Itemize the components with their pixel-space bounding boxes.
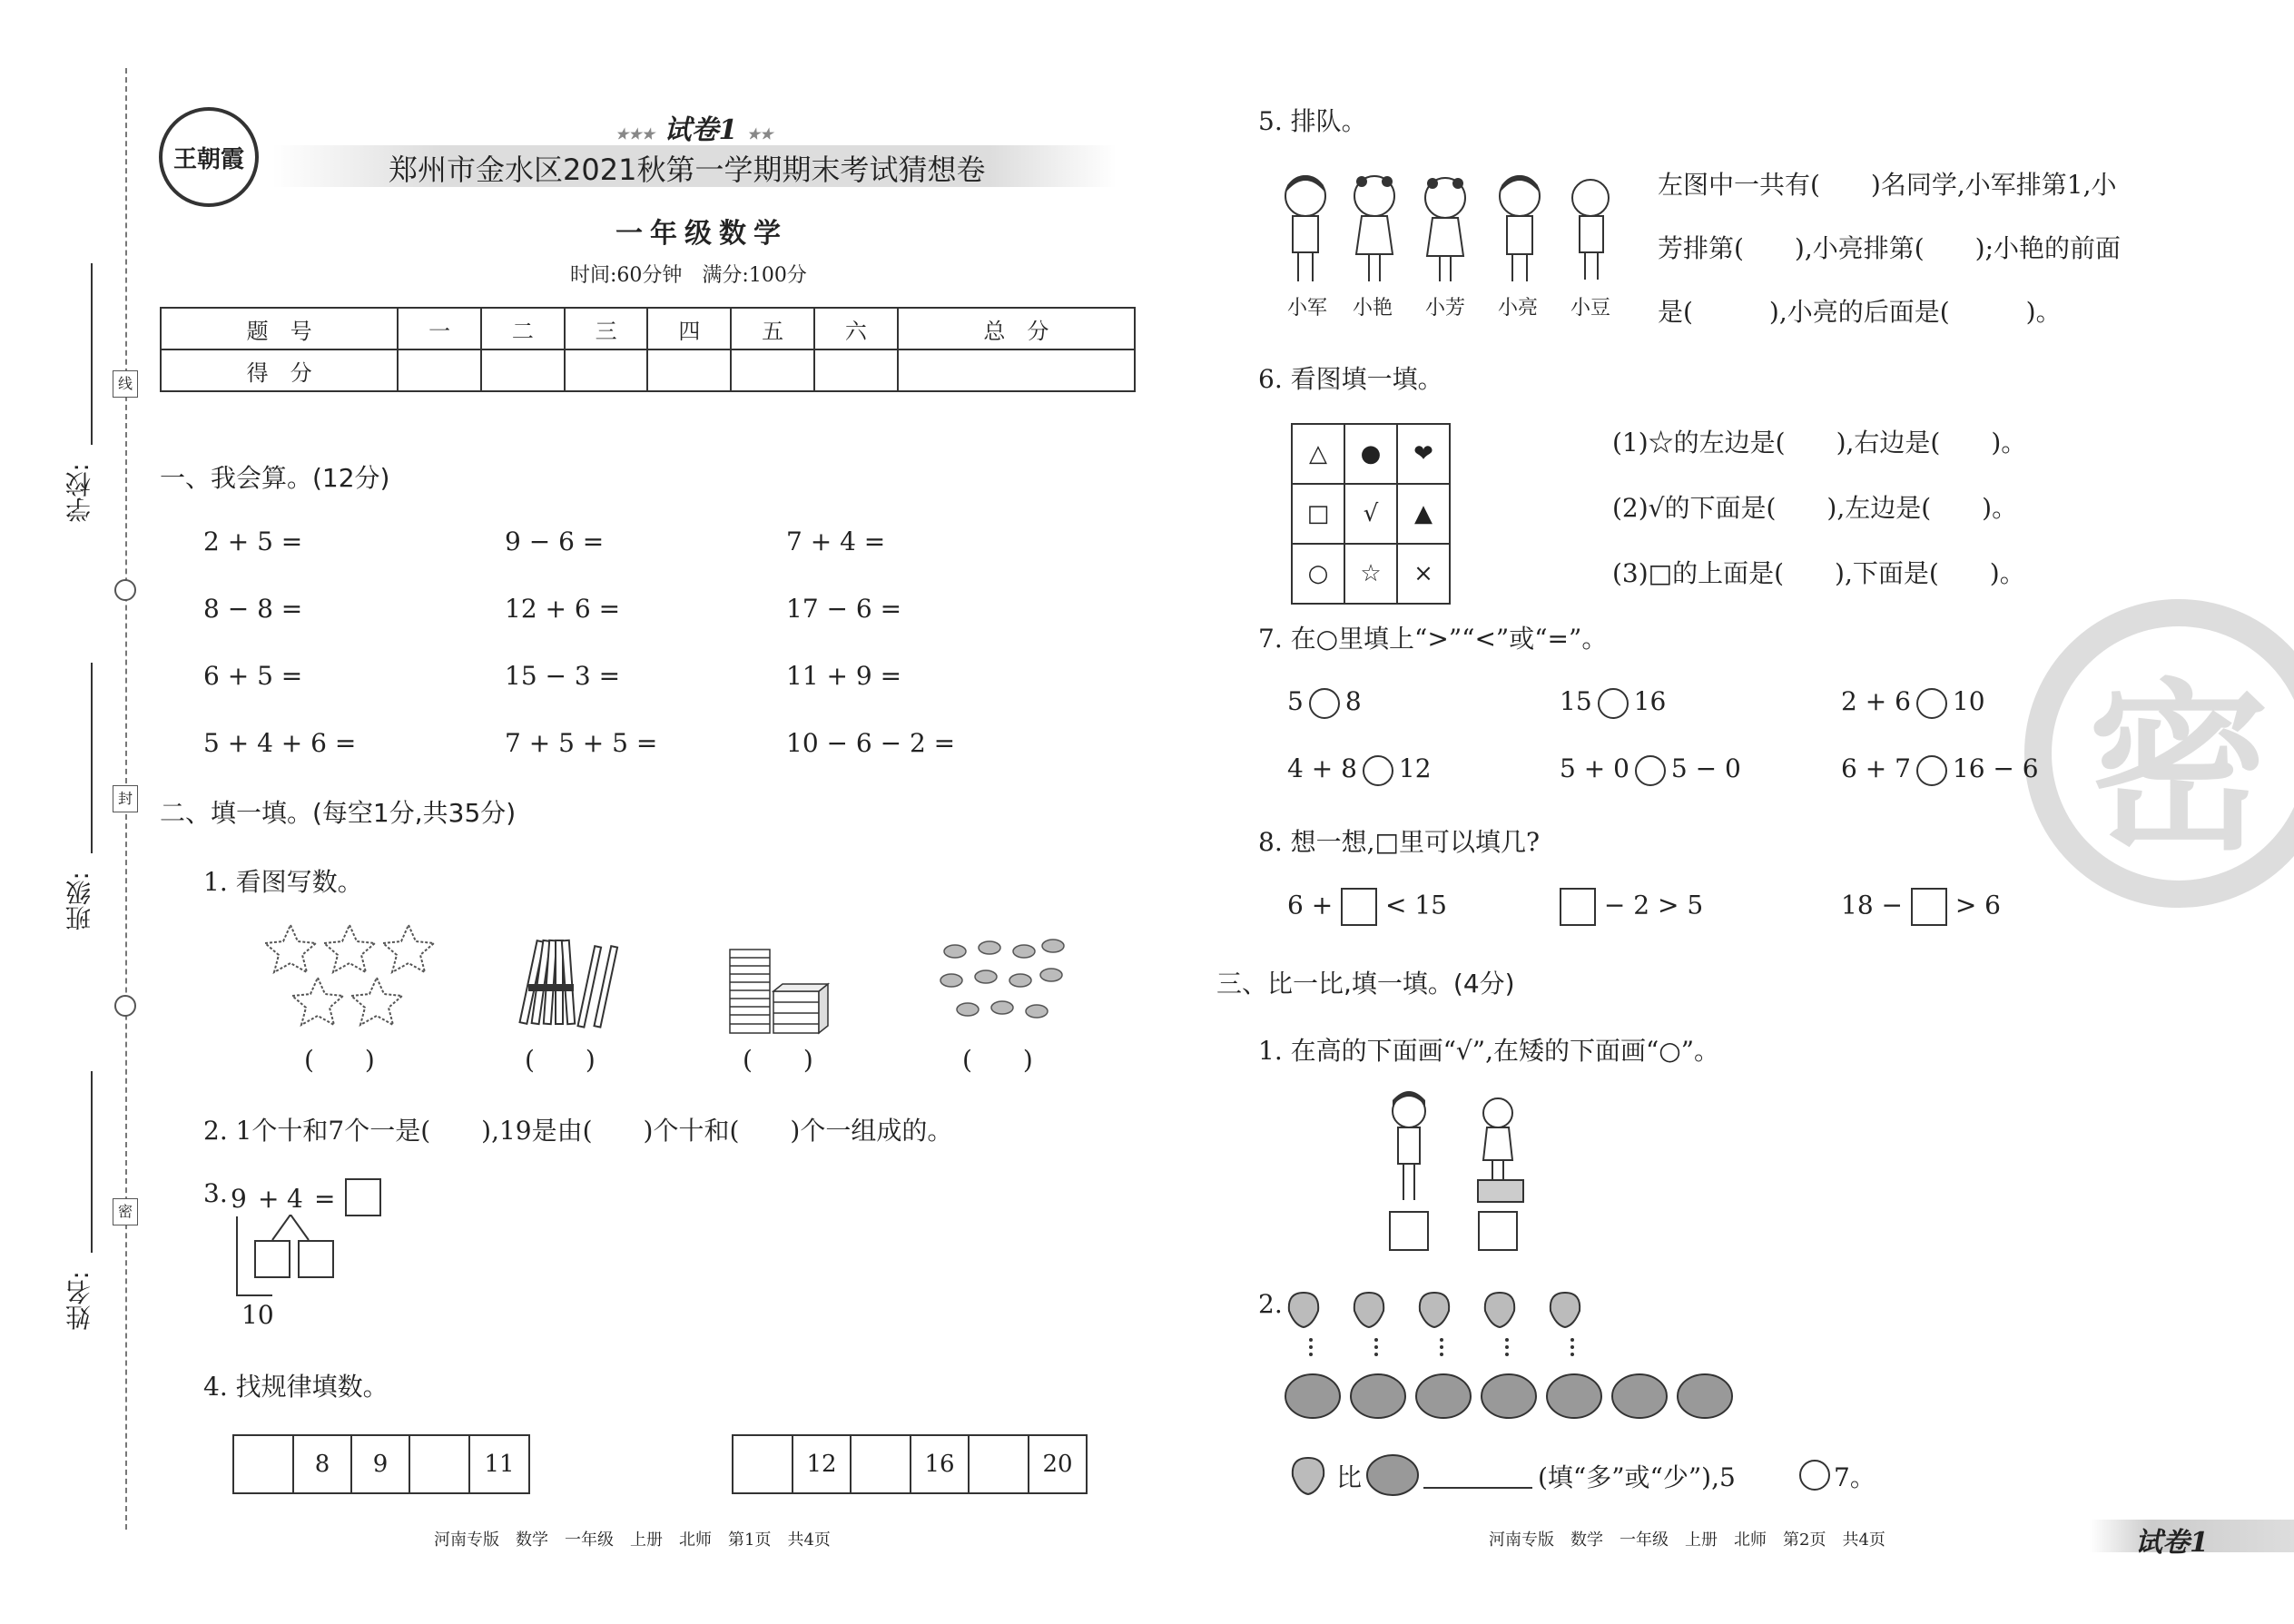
- score-header-cell: 二: [481, 308, 565, 349]
- seq-cell: 12: [793, 1435, 851, 1493]
- calc-item: 17 − 6 =: [786, 594, 902, 624]
- fill-item: 6 + < 15: [1287, 888, 1447, 926]
- expr-op: +: [258, 1184, 280, 1214]
- series-tag: ★★★ 试卷1 ★★: [615, 114, 773, 146]
- binding-mark-line: 线: [113, 370, 138, 398]
- seq-cell[interactable]: [233, 1435, 293, 1493]
- compare-circle[interactable]: [1799, 1460, 1830, 1491]
- compare-circle[interactable]: [1309, 688, 1340, 719]
- logo-badge: [159, 107, 259, 207]
- stars-picture-icon: [263, 921, 445, 1035]
- watermark-seal: [2024, 599, 2294, 908]
- school-label: 学校:: [64, 463, 94, 523]
- footer-right: 河南专版 数学 一年级 上册 北师 第2页 共4页: [1489, 1530, 1885, 1550]
- calc-item: 7 + 5 + 5 =: [505, 728, 658, 758]
- calc-item: 11 + 9 =: [786, 661, 902, 691]
- question-text: 芳排第( ),小亮排第( );小艳的前面: [1658, 233, 2122, 263]
- grid-cell: △: [1292, 424, 1344, 484]
- compare-circle[interactable]: [1916, 755, 1947, 786]
- calc-item: 10 − 6 − 2 =: [786, 728, 956, 758]
- answer-blank[interactable]: ( ): [743, 1045, 813, 1075]
- seq-cell[interactable]: [969, 1435, 1029, 1493]
- calc-item: 6 + 5 =: [203, 661, 303, 691]
- section3-title: 三、比一比,填一填。(4分): [1216, 969, 1515, 999]
- answer-box[interactable]: [1341, 888, 1377, 926]
- expr-term: 4: [287, 1184, 303, 1214]
- calc-item: 2 + 5 =: [203, 527, 303, 556]
- decompose-line: [236, 1216, 238, 1294]
- watermelons-icon: [1284, 1369, 1738, 1423]
- section2-title: 二、填一填。(每空1分,共35分): [160, 798, 517, 828]
- grid-cell: ×: [1397, 544, 1450, 604]
- sequence-table-2: [732, 1434, 1088, 1494]
- sticks-picture-icon: [508, 933, 626, 1033]
- score-input-cell[interactable]: [647, 349, 731, 391]
- question-text: (3)□的上面是( ),下面是( )。: [1612, 558, 2025, 588]
- score-table: [160, 307, 1136, 392]
- answer-box[interactable]: [1911, 888, 1947, 926]
- child-name: 小艳: [1353, 297, 1393, 320]
- blocks-picture-icon: [726, 944, 835, 1035]
- answer-blank[interactable]: ( ): [525, 1045, 596, 1075]
- watermelon-icon: [1365, 1452, 1420, 1498]
- score-input-cell[interactable]: [481, 349, 565, 391]
- grid-cell: √: [1344, 484, 1397, 544]
- question-text: 2. 1个十和7个一是( ),19是由( )个十和( )个一组成的。: [203, 1116, 953, 1146]
- binding-hole-icon: [114, 995, 136, 1017]
- calc-item: 9 − 6 =: [505, 527, 605, 556]
- seq-cell[interactable]: [409, 1435, 469, 1493]
- compare-item: 5 + 0 5 − 0: [1560, 753, 1741, 786]
- children-lineup-icon: [1280, 172, 1625, 290]
- child-name: 小军: [1287, 297, 1328, 320]
- compare-circle[interactable]: [1916, 688, 1947, 719]
- child-name: 小豆: [1570, 297, 1611, 320]
- section1-title: 一、我会算。(12分): [160, 463, 390, 493]
- question-text: 4. 找规律填数。: [203, 1372, 389, 1402]
- score-input-cell[interactable]: [731, 349, 814, 391]
- star-icon: ★★: [746, 125, 773, 143]
- seq-cell: 11: [469, 1435, 529, 1493]
- seq-cell: 20: [1029, 1435, 1087, 1493]
- score-header-cell: 五: [731, 308, 814, 349]
- compare-circle[interactable]: [1363, 755, 1393, 786]
- question-text: 1. 看图写数。: [203, 867, 363, 897]
- question-text: (1)☆的左边是( ),右边是( )。: [1612, 428, 2027, 458]
- sequence-table-1: [232, 1434, 530, 1494]
- question-text: 6. 看图填一填。: [1258, 364, 1443, 394]
- question-text: 1. 在高的下面画“√”,在矮的下面画“○”。: [1258, 1036, 1720, 1066]
- question-text: 7。: [1834, 1462, 1876, 1492]
- strawberries-icon: [1287, 1284, 1614, 1365]
- score-header-cell: 题 号: [161, 308, 398, 349]
- grid-cell: ●: [1344, 424, 1397, 484]
- compare-circle[interactable]: [1598, 688, 1629, 719]
- calc-item: 8 − 8 =: [203, 594, 303, 624]
- seq-cell: 8: [293, 1435, 351, 1493]
- answer-box[interactable]: [345, 1178, 381, 1216]
- binding-hole-icon: [114, 579, 136, 601]
- name-underline: [91, 1071, 93, 1253]
- question-text: 5. 排队。: [1258, 106, 1367, 136]
- score-header-cell: 四: [647, 308, 731, 349]
- seq-cell[interactable]: [733, 1435, 793, 1493]
- grid-cell: ○: [1292, 544, 1344, 604]
- time-info: 时间:60分钟 满分:100分: [570, 264, 807, 287]
- compare-item: 15 16: [1560, 686, 1666, 719]
- child-name: 小亮: [1498, 297, 1539, 320]
- question-text: 7. 在○里填上“>”“<”或“=”。: [1258, 624, 1608, 654]
- question-number: 3.: [203, 1178, 228, 1208]
- question-text: 8. 想一想,□里可以填几?: [1258, 827, 1540, 857]
- compare-item: 4 + 8 12: [1287, 753, 1432, 786]
- answer-blank[interactable]: ( ): [962, 1045, 1033, 1075]
- subject-title: 一年级数学: [615, 218, 788, 250]
- calc-item: 15 − 3 =: [505, 661, 621, 691]
- question-text: 是( ),小亮的后面是( )。: [1658, 297, 2062, 327]
- expr-term: 9: [231, 1184, 247, 1214]
- question-text: (填“多”或“少”),5: [1538, 1462, 1736, 1492]
- page-title: 郑州市金水区2021秋第一学期期末考试猜想卷: [389, 153, 986, 187]
- expr-op: =: [314, 1184, 336, 1214]
- shape-grid: [1291, 423, 1451, 605]
- binding-mark-secret: 密: [113, 1198, 138, 1225]
- answer-box[interactable]: [1478, 1211, 1518, 1251]
- compare-word: 比: [1336, 1462, 1363, 1492]
- compare-circle[interactable]: [1635, 755, 1666, 786]
- score-input-cell[interactable]: [398, 349, 481, 391]
- grid-cell: ☆: [1344, 544, 1397, 604]
- height-compare-icon: [1371, 1091, 1534, 1209]
- answer-box[interactable]: [1389, 1211, 1429, 1251]
- calc-item: 5 + 4 + 6 =: [203, 728, 357, 758]
- answer-blank[interactable]: ( ): [304, 1045, 375, 1075]
- name-label: 姓名:: [64, 1271, 94, 1331]
- logo-text: 王朝霞: [172, 145, 244, 173]
- calc-item: 12 + 6 =: [505, 594, 621, 624]
- score-row-label: 得 分: [161, 349, 398, 391]
- answer-line[interactable]: [1423, 1487, 1532, 1489]
- fill-item: 18 − > 6: [1841, 888, 2001, 926]
- question-text: (2)√的下面是( ),左边是( )。: [1612, 493, 2018, 523]
- watermark-seal-text: 密: [2087, 663, 2269, 875]
- star-icon: ★★★: [615, 125, 655, 143]
- child-name: 小芳: [1425, 297, 1466, 320]
- strawberry-icon: [1289, 1452, 1327, 1498]
- answer-box[interactable]: [298, 1240, 334, 1278]
- fill-item: − 2 > 5: [1560, 888, 1703, 926]
- decompose-branch-icon: [263, 1215, 318, 1242]
- answer-box[interactable]: [1560, 888, 1596, 926]
- school-underline: [91, 263, 93, 445]
- score-input-cell[interactable]: [898, 349, 1135, 391]
- score-input-cell[interactable]: [565, 349, 648, 391]
- question-number: 2.: [1258, 1289, 1283, 1319]
- class-label: 班级:: [64, 871, 94, 931]
- decompose-ten: 10: [241, 1300, 274, 1330]
- answer-box[interactable]: [254, 1240, 290, 1278]
- question-text: 左图中一共有( )名同学,小军排第1,小: [1658, 170, 2117, 200]
- corner-label: 试卷1: [2135, 1527, 2209, 1559]
- seq-cell: 16: [911, 1435, 969, 1493]
- grid-cell: ❤: [1397, 424, 1450, 484]
- score-header-cell: 六: [814, 308, 898, 349]
- score-header-cell: 三: [565, 308, 648, 349]
- compare-item: 6 + 7 16 − 6: [1841, 753, 2039, 786]
- score-input-cell[interactable]: [814, 349, 898, 391]
- binding-mark-seal: 封: [113, 785, 138, 812]
- calc-item: 7 + 4 =: [786, 527, 886, 556]
- compare-item: 5 8: [1287, 686, 1362, 719]
- score-header-cell: 一: [398, 308, 481, 349]
- seq-cell: 9: [351, 1435, 409, 1493]
- grid-cell: □: [1292, 484, 1344, 544]
- compare-item: 2 + 6 10: [1841, 686, 1985, 719]
- class-underline: [91, 663, 93, 853]
- grid-cell: ▲: [1397, 484, 1450, 544]
- decompose-line: [236, 1294, 272, 1296]
- seq-cell[interactable]: [851, 1435, 911, 1493]
- candies-picture-icon: [935, 935, 1071, 1035]
- score-header-cell: 总 分: [898, 308, 1135, 349]
- footer-left: 河南专版 数学 一年级 上册 北师 第1页 共4页: [434, 1530, 831, 1550]
